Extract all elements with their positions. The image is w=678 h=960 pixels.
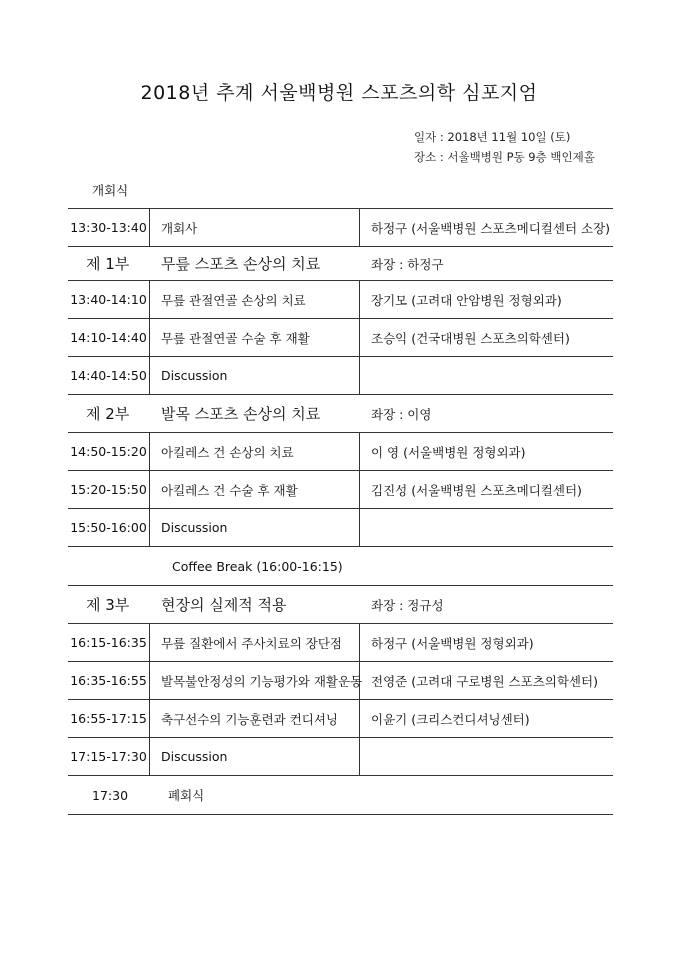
table-row xyxy=(68,624,613,662)
session-title: 현장의 실제적 적용 xyxy=(161,596,287,614)
table-row xyxy=(68,357,613,395)
table-row xyxy=(68,509,613,547)
table-row xyxy=(68,700,613,738)
talk-speaker: 장기모 (고려대 안암병원 정형외과) xyxy=(371,292,562,308)
talk-topic: Discussion xyxy=(150,738,360,775)
talk-time: 13:30-13:40 xyxy=(68,209,150,246)
talk-time: 16:15-16:35 xyxy=(68,624,150,661)
session-number: 제 2부 xyxy=(86,405,130,423)
talk-topic: 무릎 질환에서 주사치료의 장단점 xyxy=(150,624,360,661)
talk-topic: 아킬레스 건 손상의 치료 xyxy=(150,433,360,470)
session-number: 제 1부 xyxy=(86,255,130,273)
coffee-break-label: Coffee Break (16:00-16:15) xyxy=(172,558,343,574)
table-row xyxy=(68,471,613,509)
talk-time: 14:10-14:40 xyxy=(68,319,150,356)
talk-topic: 개회사 xyxy=(150,209,360,246)
session-number: 제 3부 xyxy=(86,596,130,614)
talk-time: 15:20-15:50 xyxy=(68,471,150,508)
session-title: 발목 스포츠 손상의 치료 xyxy=(161,405,321,423)
talk-topic: 무릎 관절연골 손상의 치료 xyxy=(150,281,360,318)
coffee-break-row xyxy=(68,547,613,586)
talk-time: 14:40-14:50 xyxy=(68,357,150,394)
session-header-row xyxy=(68,247,613,281)
session-chair: 좌장 : 하정구 xyxy=(371,256,444,272)
talk-speaker xyxy=(360,509,613,546)
talk-speaker xyxy=(360,738,613,775)
session-title: 무릎 스포츠 손상의 치료 xyxy=(161,255,321,273)
talk-speaker: 하정구 (서울백병원 스포츠메디컬센터 소장) xyxy=(371,220,611,236)
talk-topic: 축구선수의 기능훈련과 컨디셔닝 xyxy=(150,700,360,737)
talk-speaker xyxy=(360,357,613,394)
document-title: 2018년 추계 서울백병원 스포츠의학 심포지엄 xyxy=(140,82,538,104)
closing-row xyxy=(68,776,613,815)
talk-speaker: 김진성 (서울백병원 스포츠메디컬센터) xyxy=(371,482,582,498)
table-row xyxy=(68,281,613,319)
talk-speaker: 전영준 (고려대 구로병원 스포츠의학센터) xyxy=(371,673,598,689)
talk-speaker: 이윤기 (크리스컨디셔닝센터) xyxy=(371,711,530,727)
closing-label: 폐회식 xyxy=(168,788,205,803)
table-row xyxy=(68,209,613,247)
schedule-table xyxy=(68,171,613,815)
session-header-row xyxy=(68,586,613,624)
opening-header-row xyxy=(68,171,613,209)
event-date: 일자 : 2018년 11월 10일 (토) xyxy=(414,130,571,144)
talk-topic: 무릎 관절연골 수술 후 재활 xyxy=(150,319,360,356)
session-header-row xyxy=(68,395,613,433)
event-venue: 장소 : 서울백병원 P동 9층 백인제홀 xyxy=(414,150,595,164)
session-chair: 좌장 : 정규성 xyxy=(371,597,444,613)
talk-speaker: 하정구 (서울백병원 정형외과) xyxy=(371,635,534,651)
talk-topic: Discussion xyxy=(150,357,360,394)
table-row xyxy=(68,738,613,776)
talk-time: 17:15-17:30 xyxy=(68,738,150,775)
talk-speaker: 조승익 (건국대병원 스포츠의학센터) xyxy=(371,330,570,346)
opening-label: 개회식 xyxy=(92,182,129,198)
talk-time: 13:40-14:10 xyxy=(68,281,150,318)
talk-speaker: 이 영 (서울백병원 정형외과) xyxy=(371,444,526,460)
talk-topic: Discussion xyxy=(150,509,360,546)
table-row xyxy=(68,319,613,357)
session-chair: 좌장 : 이영 xyxy=(371,406,432,422)
table-row xyxy=(68,662,613,700)
table-row xyxy=(68,433,613,471)
talk-time: 15:50-16:00 xyxy=(68,509,150,546)
talk-topic: 발목불안정성의 기능평가와 재활운동 xyxy=(150,662,360,699)
closing-time: 17:30 xyxy=(92,787,129,803)
talk-time: 16:55-17:15 xyxy=(68,700,150,737)
talk-time: 14:50-15:20 xyxy=(68,433,150,470)
talk-time: 16:35-16:55 xyxy=(68,662,150,699)
talk-topic: 아킬레스 건 수술 후 재활 xyxy=(150,471,360,508)
